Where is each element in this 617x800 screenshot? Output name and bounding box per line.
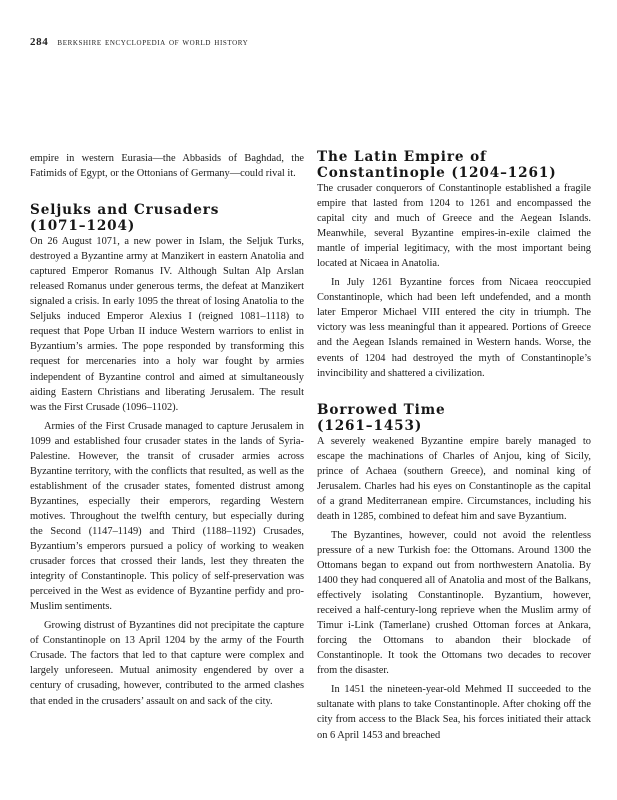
body-paragraph: In July 1261 Byzantine forces from Nicaea reoccupied Constantinople, which had been left undefended, and a month later Emperor Michael VIII entered the city in triumph. The victory was less meaningful than it appeared. Portions of Greece and the Aegean Islands remained in Western hands. Worse, the events of 1204 had destroyed the myth of Constantinople’s invincibility and shattered a civilization. [317,277,591,379]
body-paragraph: On 26 August 1071, a new power in Islam, the Seljuk Turks, destroyed a Byzantine army at Manzikert in eastern Anatolia and captured Emperor Romanus IV. Although Sultan Alp Arslan released Romanus under generous terms, the defeat at Manzikert signaled a crisis. In early 1095 the threat of losing Anatolia to the Seljuks induced Emperor Alexius I (reigned 1081–1118) to request that Pope Urban II induce Western warriors to enlist in Byzantium’s armies. The pope responded by transforming this request for mercenaries into a holy war fought by armies independent of Byzantine control and aimed at simultaneously aiding Eastern Christians and liberating Jerusalem. The result was the First Crusade (1096–1102). [30,236,304,413]
running-title: berkshire encyclopedia of world history [57,37,249,48]
heading-line-1: Borrowed Time [317,401,446,418]
heading-line-1: Seljuks and Crusaders [30,202,220,219]
body-paragraph: Armies of the First Crusade managed to capture Jerusalem in 1099 and established four crusader states in the lands of Syria-Palestine. However, the transit of crusader armies across Byzantine territory, with the conflicts that resulted, as well as the establishment of the crusader states, fomented distrust among Byzantines, especially their emperors, regarding Western motives. Throughout the twelfth century, but especially during the Second (1147–1149) and Third (1188–1192) Crusades, Byzantium’s emperors pursued a policy of working to weaken crusader forces that crossed their lands, lest they threaten the integrity of Constantinople. This policy of self-preservation was perceived in the West as evidence of Byzantine perfidy and pro-Muslim sentiments. [30,420,304,613]
heading-line-1: The Latin Empire of [317,149,487,165]
left-column [30,151,304,709]
body-paragraph: The crusader conquerors of Constantinople established a fragile empire that lasted from 1204 to 1261 and encompassed the capital city and much of Greece and the Aegean Islands. Meanwhile, several Byzantine empires-in-exile claimed the mantle of imperial legitimacy, with the most important being located at Nicaea in Anatolia. [317,183,591,270]
section-heading-latin-empire [317,149,591,181]
body-paragraph: A severely weakened Byzantine empire barely managed to escape the machinations of Charles of Anjou, king of Sicily, prince of Achaea (southern Greece), and nominal king of Jerusalem. Charles had his eyes on Constantinople as the capital of a grand Mediterranean empire. Circumstances, including his death in 1285, combined to defeat him and save Byzantium. [317,435,591,522]
body-paragraph: In 1451 the nineteen-year-old Mehmed II succeeded to the sultanate with plans to take Constantinople. After choking off the city from access to the Black Sea, his forces initiated their attack on 6 April 1453 and breached [317,684,591,741]
heading-line-2: (1071–1204) [30,218,136,235]
section-heading-borrowed-time [317,402,591,434]
heading-line-2: Constantinople (1204–1261) [317,165,557,181]
body-paragraph: Growing distrust of Byzantines did not precipitate the capture of Constantinople on 13 April 1204 by the army of the Fourth Crusade. The factors that led to that capture were complex and largely unforeseen. Mutual animosity engendered by over a century of crusading, however, contributed to the armed clashes that ended in the crusaders’ assault on and sack of the city. [30,620,304,707]
running-head [30,36,248,48]
section-heading-seljuks [30,202,304,234]
page-number: 284 [30,36,49,48]
heading-line-2: (1261–1453) [317,417,423,434]
body-paragraph: The Byzantines, however, could not avoid the relentless pressure of a new Turkish foe: the Ottomans. Around 1300 the Ottomans began to expand out from northwestern Anatolia. By 1400 they had conquered all of Anatolia and most of the Balkans, effectively isolating Constantinople. Byzantium, however, received a half-century-long reprieve when the Muslim army of Timur i-Link (Tamerlane) crushed Ottoman forces at Ankara, forcing the Ottomans to abandon their blockade of Constantinople. It took the Ottomans two decades to recover from the disaster. [317,529,591,677]
right-column [317,149,591,743]
intro-paragraph: empire in western Eurasia—the Abbasids of Baghdad, the Fatimids of Egypt, or the Ottonians of Germany—could rival it. [30,153,304,180]
